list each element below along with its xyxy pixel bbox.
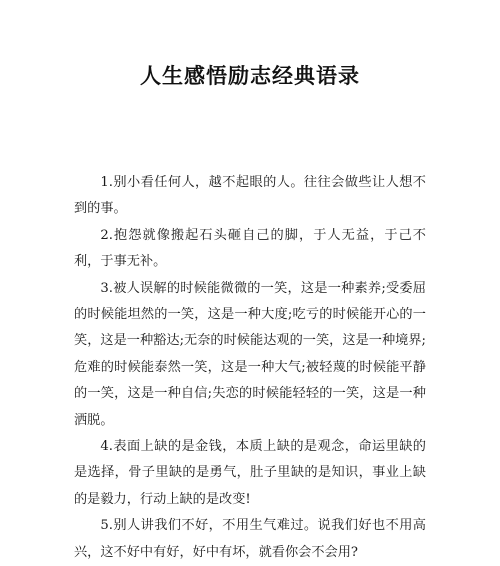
paragraph-1: 1.别小看任何人，越不起眼的人。往往会做些让人想不到的事。 <box>74 175 426 217</box>
paragraph-2: 2.抱怨就像搬起石头砸自己的脚，于人无益，于己不利，于事无补。 <box>74 227 426 270</box>
paragraph-3: 3.被人误解的时候能微微的一笑，这是一种素养;受委屈的时候能坦然的一笑，这是一种大度;吃亏的时候能开心的一笑，这是一种豁达;无奈的时候能达观的一笑，这是一种境界;危难的时候能泰然一笑，这是一种大气;被轻蔑的时候能平静的一笑，这是一种自信;失恋的时候能轻轻的一笑，这是一种洒脱。 <box>74 280 426 428</box>
paragraph-4: 4.表面上缺的是金钱，本质上缺的是观念，命运里缺的是选择，骨子里缺的是勇气，肚子里缺的是知识，事业上缺的是毅力，行动上缺的是改变! <box>74 439 426 507</box>
document-title: 人生感悟励志经典语录 <box>140 64 360 88</box>
document-body <box>74 170 426 566</box>
paragraph-5: 5.别人讲我们不好，不用生气难过。说我们好也不用高兴，这不好中有好，好中有坏，就看你会不会用? <box>74 518 426 560</box>
